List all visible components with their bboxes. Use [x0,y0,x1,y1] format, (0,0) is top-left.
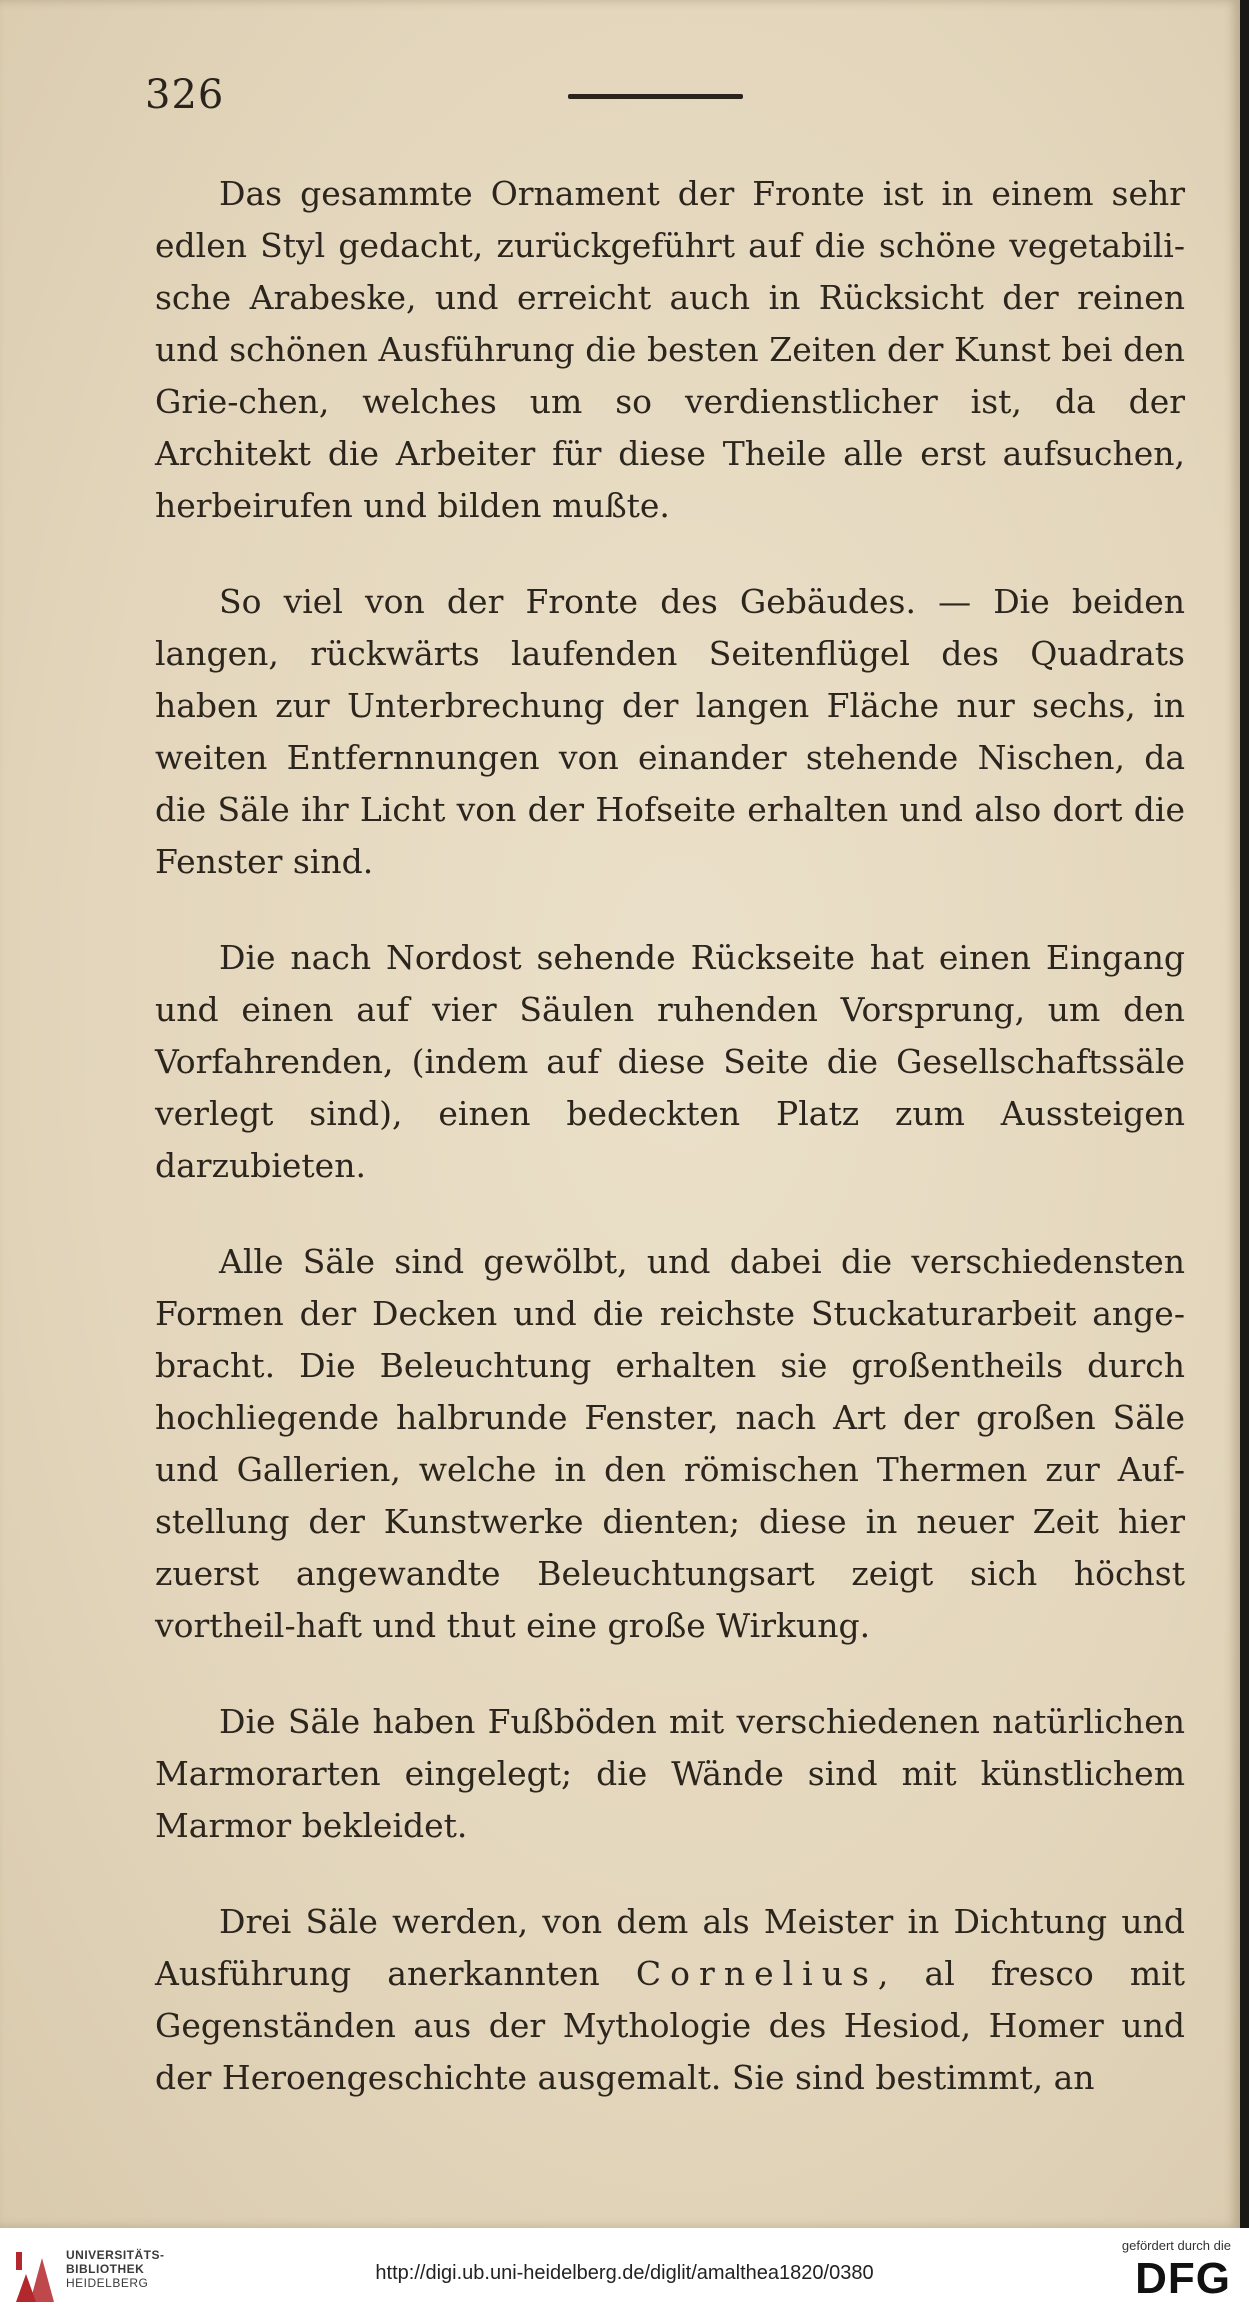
permalink-url[interactable]: http://digi.ub.uni-heidelberg.de/diglit/amalthea1820/0380 [375,2262,874,2284]
paragraph-6 [155,1896,1185,2104]
page-number: 326 [145,72,225,118]
paragraph-6-end: , al fresco mit Gegenständen aus der Mythologie des Hesiod, Homer und der Heroengeschichte ausgemalt. Sie sind bestimmt, an [155,1954,1185,2097]
paragraph-5: Die Säle haben Fußböden mit verschiedenen natürlichen Marmorarten eingelegt; die Wände sind mit künstlichem Marmor bekleidet. [155,1702,1185,1845]
body-text [155,168,1185,2148]
paragraph-2: So viel von der Fronte des Gebäudes. — Die beiden langen, rückwärts laufenden Seitenflügel des Quadrats haben zur Unterbrechung der langen Fläche nur sechs, in weiten Entfernnungen von einander stehende Nischen, da die Säle ihr Licht von der Hofseite erhalten und also dort die Fenster sind. [155,582,1185,881]
header-rule [568,94,743,99]
dfg-logo: DFG [1135,2254,1231,2303]
sponsor-label: gefördert durch die [1121,2238,1231,2253]
viewer-footer [0,2228,1249,2320]
paragraph-3: Die nach Nordost sehende Rückseite hat einen Eingang und einen auf vier Säulen ruhenden Vorsprung, um den Vorfahrenden, (indem auf diese Seite die Gesellschaftssäle verlegt sind), einen bedeckten Platz zum Aussteigen darzubieten. [155,938,1185,1185]
paragraph-1: Das gesammte Ornament der Fronte ist in einem sehr edlen Styl gedacht, zurückgeführt auf die schöne vegetabili-sche Arabeske, und erreicht auch in Rücksicht der reinen und schönen Ausführung die besten Zeiten der Kunst bei den Grie-chen, welches um so verdienstlicher ist, da der Architekt die Arbeiter für diese Theile alle erst aufsuchen, herbeirufen und bilden mußte. [155,174,1185,525]
paragraph-6-start: Drei Säle werden, von dem als Meister in Dichtung und Ausführung anerkannten [155,1902,1185,1993]
library-name-line-1: UNIVERSITÄTS- [66,2248,165,2262]
paragraph-4: Alle Säle sind gewölbt, und dabei die verschiedensten Formen der Decken und die reichste Stuckaturarbeit ange-bracht. Die Beleuchtung erhalten sie großentheils durch hochliegende halbrunde Fenster, nach Art der großen Säle und Gallerien, welche in den römischen Thermen zur Auf-stellung der Kunstwerke dienten; diese in neuer Zeit hier zuerst angewandte Beleuchtungsart zeigt sich höchst vortheil-haft und thut eine große Wirkung. [155,1242,1185,1645]
sponsor-block [1122,2238,1231,2303]
library-name-line-3: HEIDELBERG [66,2276,149,2290]
painter-name: Cornelius [635,1954,878,1993]
library-name-line-2: BIBLIOTHEK [66,2262,145,2276]
